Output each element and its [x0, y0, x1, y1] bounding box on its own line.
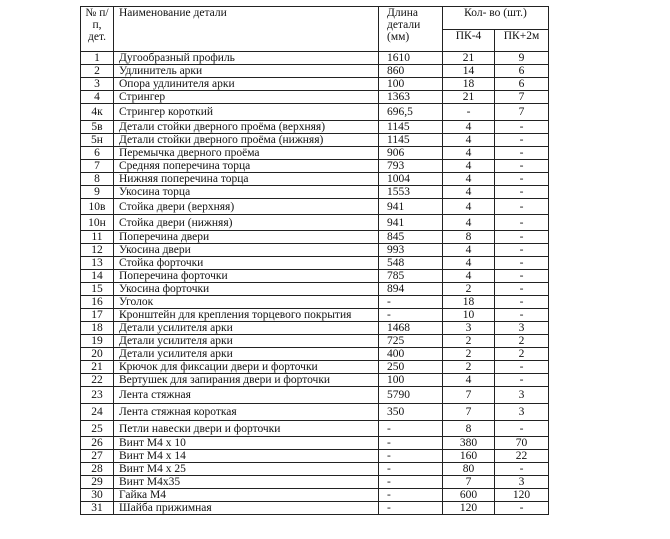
row-pk4: 7: [443, 476, 495, 489]
row-length: 1145: [379, 121, 443, 134]
row-pk2m: -: [495, 374, 549, 387]
table-row: [81, 322, 549, 335]
row-length: 100: [379, 374, 443, 387]
row-pk2m: 3: [495, 322, 549, 335]
row-length: -: [379, 502, 443, 515]
row-pk4: 4: [443, 374, 495, 387]
row-length: 993: [379, 244, 443, 257]
row-name: Лента стяжная: [114, 387, 379, 404]
row-name: Детали усилителя арки: [114, 348, 379, 361]
table-row: [81, 387, 549, 404]
row-num: 20: [81, 348, 114, 361]
row-pk2m: 22: [495, 450, 549, 463]
table-row: [81, 244, 549, 257]
row-num: 6: [81, 147, 114, 160]
row-num: 9: [81, 186, 114, 199]
table-row: [81, 463, 549, 476]
table-row: [81, 296, 549, 309]
row-pk2m: -: [495, 244, 549, 257]
table-row: [81, 173, 549, 186]
table-row: [81, 134, 549, 147]
row-name: Опора удлинителя арки: [114, 78, 379, 91]
row-pk4: 18: [443, 78, 495, 91]
row-num: 27: [81, 450, 114, 463]
row-name: Винт М4х35: [114, 476, 379, 489]
row-pk4: 4: [443, 121, 495, 134]
row-pk4: 10: [443, 309, 495, 322]
row-length: -: [379, 463, 443, 476]
row-pk4: 2: [443, 348, 495, 361]
row-name: Винт М4 х 14: [114, 450, 379, 463]
row-pk2m: -: [495, 231, 549, 244]
table-row: [81, 283, 549, 296]
row-length: 250: [379, 361, 443, 374]
row-pk4: 120: [443, 502, 495, 515]
row-length: -: [379, 489, 443, 502]
row-pk2m: -: [495, 160, 549, 173]
row-name: Нижняя поперечина торца: [114, 173, 379, 186]
row-name: Кронштейн для крепления торцевого покрытия: [114, 309, 379, 322]
row-num: 14: [81, 270, 114, 283]
row-pk2m: 3: [495, 476, 549, 489]
row-pk2m: -: [495, 463, 549, 476]
row-num: 21: [81, 361, 114, 374]
row-num: 4к: [81, 104, 114, 121]
row-name: Стойка форточки: [114, 257, 379, 270]
row-num: 24: [81, 404, 114, 421]
row-num: 10н: [81, 215, 114, 231]
row-pk2m: 2: [495, 335, 549, 348]
row-pk4: 4: [443, 134, 495, 147]
row-num: 2: [81, 65, 114, 78]
header-qty: Кол- во (шт.): [443, 7, 549, 30]
row-pk4: 7: [443, 404, 495, 421]
row-name: Укосина торца: [114, 186, 379, 199]
row-length: -: [379, 296, 443, 309]
row-name: Лента стяжная короткая: [114, 404, 379, 421]
row-pk4: 21: [443, 91, 495, 104]
row-length: 894: [379, 283, 443, 296]
row-pk2m: 3: [495, 387, 549, 404]
row-num: 25: [81, 421, 114, 437]
row-length: 350: [379, 404, 443, 421]
table-row: [81, 476, 549, 489]
row-pk2m: -: [495, 147, 549, 160]
row-name: Стойка двери (верхняя): [114, 199, 379, 215]
row-pk2m: -: [495, 134, 549, 147]
row-pk2m: 7: [495, 104, 549, 121]
row-length: 1363: [379, 91, 443, 104]
row-num: 5в: [81, 121, 114, 134]
row-length: -: [379, 450, 443, 463]
row-length: -: [379, 437, 443, 450]
row-num: 13: [81, 257, 114, 270]
row-name: Вертушек для запирания двери и форточки: [114, 374, 379, 387]
row-pk2m: -: [495, 270, 549, 283]
row-name: Детали стойки дверного проёма (нижняя): [114, 134, 379, 147]
row-name: Винт М4 х 10: [114, 437, 379, 450]
row-pk4: 4: [443, 199, 495, 215]
row-pk2m: -: [495, 502, 549, 515]
row-pk4: 80: [443, 463, 495, 476]
table-row: [81, 361, 549, 374]
row-name: Укосина форточки: [114, 283, 379, 296]
row-pk4: 21: [443, 52, 495, 65]
row-length: 860: [379, 65, 443, 78]
row-length: -: [379, 476, 443, 489]
table-row: [81, 309, 549, 322]
row-pk2m: 9: [495, 52, 549, 65]
table-row: [81, 335, 549, 348]
table-row: [81, 147, 549, 160]
table-row: [81, 374, 549, 387]
row-pk2m: 2: [495, 348, 549, 361]
row-length: 5790: [379, 387, 443, 404]
row-num: 16: [81, 296, 114, 309]
row-length: 1004: [379, 173, 443, 186]
row-num: 8: [81, 173, 114, 186]
row-pk4: 600: [443, 489, 495, 502]
header-pk4: ПК-4: [443, 30, 495, 52]
table-row: [81, 104, 549, 121]
row-pk4: 380: [443, 437, 495, 450]
row-num: 31: [81, 502, 114, 515]
table-row: [81, 404, 549, 421]
row-num: 7: [81, 160, 114, 173]
row-pk4: 4: [443, 147, 495, 160]
row-pk2m: -: [495, 296, 549, 309]
row-name: Стрингер короткий: [114, 104, 379, 121]
table-row: [81, 270, 549, 283]
row-num: 29: [81, 476, 114, 489]
row-pk2m: -: [495, 257, 549, 270]
row-pk4: 7: [443, 387, 495, 404]
table-row: [81, 421, 549, 437]
row-pk2m: 3: [495, 404, 549, 421]
table-row: [81, 65, 549, 78]
row-name: Укосина двери: [114, 244, 379, 257]
table-row: [81, 450, 549, 463]
row-length: 941: [379, 199, 443, 215]
table-row: [81, 489, 549, 502]
row-pk2m: 6: [495, 78, 549, 91]
row-pk4: 14: [443, 65, 495, 78]
row-pk4: 8: [443, 231, 495, 244]
row-num: 26: [81, 437, 114, 450]
row-name: Винт М4 х 25: [114, 463, 379, 476]
row-length: 725: [379, 335, 443, 348]
row-num: 3: [81, 78, 114, 91]
header-name: Наименование детали: [114, 7, 379, 52]
row-length: 548: [379, 257, 443, 270]
row-name: Средняя поперечина торца: [114, 160, 379, 173]
row-pk2m: -: [495, 283, 549, 296]
row-length: 1553: [379, 186, 443, 199]
header-pk2m: ПК+2м: [495, 30, 549, 52]
row-pk4: 8: [443, 421, 495, 437]
row-length: 696,5: [379, 104, 443, 121]
table-row: [81, 91, 549, 104]
row-pk2m: -: [495, 361, 549, 374]
row-num: 28: [81, 463, 114, 476]
row-pk2m: -: [495, 309, 549, 322]
table-row: [81, 199, 549, 215]
row-name: Уголок: [114, 296, 379, 309]
header-num: № п/п, дет.: [81, 7, 114, 52]
row-num: 23: [81, 387, 114, 404]
row-name: Стойка двери (нижняя): [114, 215, 379, 231]
row-name: Дугообразный профиль: [114, 52, 379, 65]
row-num: 15: [81, 283, 114, 296]
row-pk4: 2: [443, 361, 495, 374]
row-num: 17: [81, 309, 114, 322]
row-name: Поперечина форточки: [114, 270, 379, 283]
row-name: Поперечина двери: [114, 231, 379, 244]
parts-table-body: [81, 52, 549, 515]
table-row: [81, 215, 549, 231]
row-name: Удлинитель арки: [114, 65, 379, 78]
row-pk4: 2: [443, 335, 495, 348]
row-name: Гайка М4: [114, 489, 379, 502]
row-length: 845: [379, 231, 443, 244]
row-length: 941: [379, 215, 443, 231]
row-num: 30: [81, 489, 114, 502]
row-pk2m: 120: [495, 489, 549, 502]
row-name: Стрингер: [114, 91, 379, 104]
row-pk2m: -: [495, 121, 549, 134]
row-pk4: 4: [443, 160, 495, 173]
row-pk2m: 6: [495, 65, 549, 78]
row-num: 10в: [81, 199, 114, 215]
row-length: 906: [379, 147, 443, 160]
row-pk4: -: [443, 104, 495, 121]
table-row: [81, 348, 549, 361]
row-num: 1: [81, 52, 114, 65]
row-pk2m: 7: [495, 91, 549, 104]
table-row: [81, 231, 549, 244]
row-length: 793: [379, 160, 443, 173]
row-name: Детали усилителя арки: [114, 322, 379, 335]
table-row: [81, 502, 549, 515]
table-row: [81, 186, 549, 199]
row-pk4: 4: [443, 257, 495, 270]
row-name: Детали усилителя арки: [114, 335, 379, 348]
row-num: 18: [81, 322, 114, 335]
table-row: [81, 78, 549, 91]
row-num: 11: [81, 231, 114, 244]
row-pk4: 2: [443, 283, 495, 296]
row-num: 12: [81, 244, 114, 257]
row-name: Детали стойки дверного проёма (верхняя): [114, 121, 379, 134]
row-pk2m: -: [495, 173, 549, 186]
row-pk4: 4: [443, 270, 495, 283]
row-name: Шайба прижимная: [114, 502, 379, 515]
row-pk4: 4: [443, 244, 495, 257]
row-num: 5н: [81, 134, 114, 147]
row-length: 100: [379, 78, 443, 91]
table-row: [81, 52, 549, 65]
table-row: [81, 257, 549, 270]
table-row: [81, 437, 549, 450]
row-pk2m: 70: [495, 437, 549, 450]
parts-table: [80, 6, 549, 515]
row-length: -: [379, 309, 443, 322]
row-num: 19: [81, 335, 114, 348]
row-length: 1145: [379, 134, 443, 147]
row-length: 785: [379, 270, 443, 283]
row-pk2m: -: [495, 421, 549, 437]
row-pk4: 4: [443, 215, 495, 231]
row-name: Перемычка дверного проёма: [114, 147, 379, 160]
row-pk4: 4: [443, 186, 495, 199]
row-pk4: 4: [443, 173, 495, 186]
row-pk4: 160: [443, 450, 495, 463]
row-pk2m: -: [495, 186, 549, 199]
row-length: 1468: [379, 322, 443, 335]
row-num: 22: [81, 374, 114, 387]
row-length: 400: [379, 348, 443, 361]
row-name: Петли навески двери и форточки: [114, 421, 379, 437]
table-row: [81, 121, 549, 134]
row-pk4: 18: [443, 296, 495, 309]
header-length: Длина детали (мм): [379, 7, 443, 52]
row-num: 4: [81, 91, 114, 104]
table-row: [81, 160, 549, 173]
row-pk2m: -: [495, 199, 549, 215]
row-length: 1610: [379, 52, 443, 65]
row-length: -: [379, 421, 443, 437]
row-name: Крючок для фиксации двери и форточки: [114, 361, 379, 374]
row-pk2m: -: [495, 215, 549, 231]
row-pk4: 3: [443, 322, 495, 335]
